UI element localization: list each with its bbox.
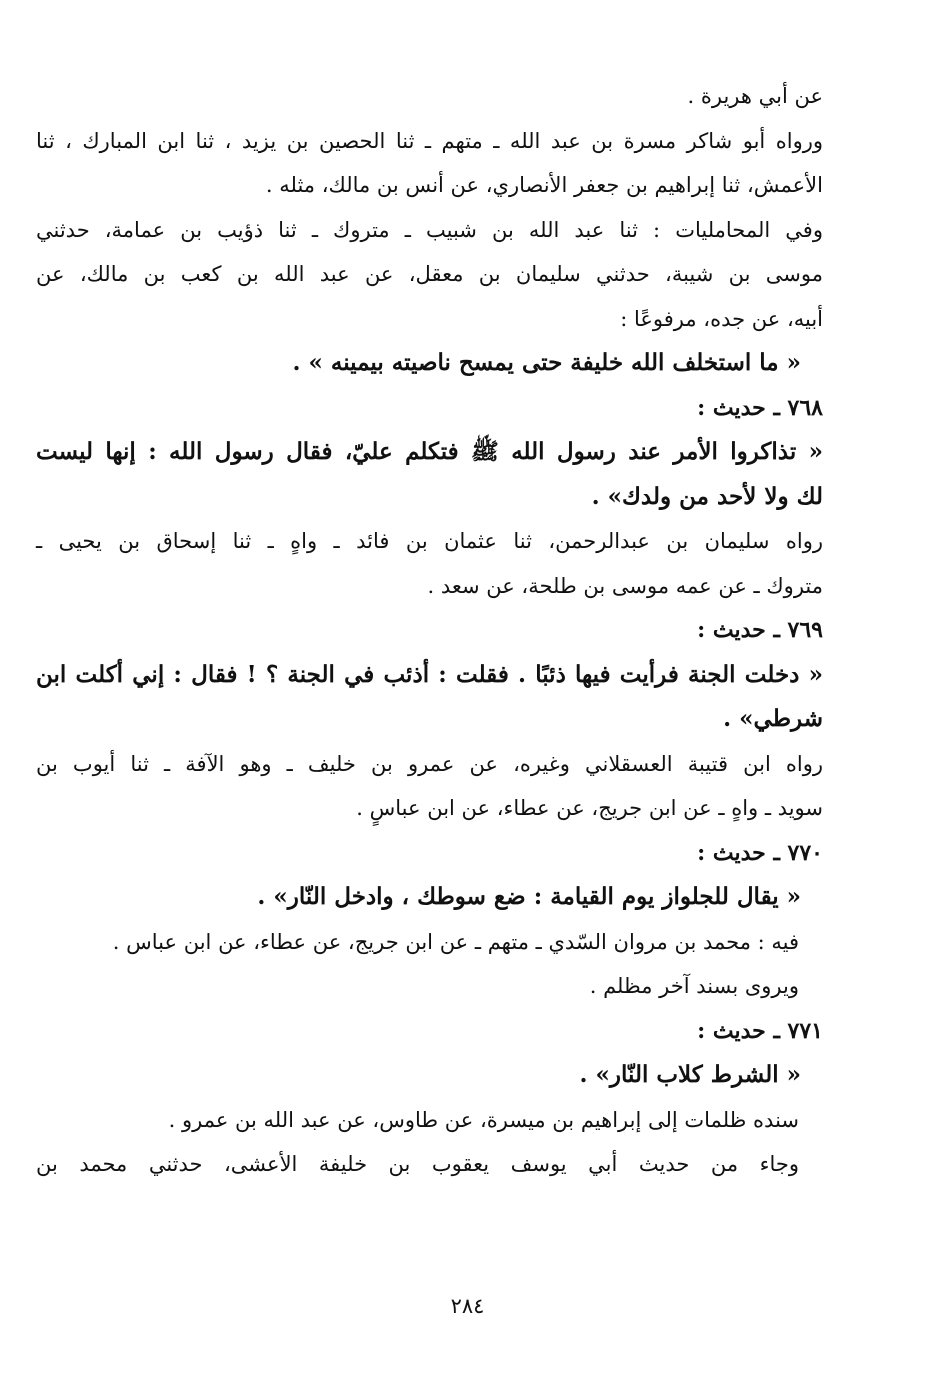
hadith-text: لك ولا لأحد من ولدك» . [591, 482, 823, 510]
text-line: الأعمش، ثنا إبراهيم بن جعفر الأنصاري، عن أنس بن مالك، مثله . [265, 173, 823, 197]
text-line: متروك ـ عن عمه موسى بن طلحة، عن سعد . [427, 573, 823, 598]
text-line: سنده ظلمات إلى إبراهيم بن ميسرة، عن طاوس، عن عبد الله بن عمرو . [168, 1107, 799, 1132]
hadith-heading-768: ٧٦٨ ـ حديث : [697, 394, 823, 421]
text-line: عن أبي هريرة . [687, 84, 823, 108]
hadith-heading-770: ٧٧٠ ـ حديث : [697, 839, 823, 866]
hadith-text: « تذاكروا الأمر عند رسول الله ﷺ فتكلم عليّ، فقال رسول الله : إنها ليست [36, 438, 823, 465]
text-line: وفي المحامليات : ثنا عبد الله بن شبيب ـ متروك ـ ثنا ذؤيب بن عمامة، حدثني [36, 217, 823, 242]
hadith-text: « الشرط كلاب النّار» . [579, 1061, 801, 1088]
hadith-heading-769: ٧٦٩ ـ حديث : [697, 617, 823, 643]
page-body [36, 74, 823, 1187]
text-line: موسى بن شيبة، حدثني سليمان بن معقل، عن عبد الله بن كعب بن مالك، عن [36, 262, 823, 286]
text-line: أبيه، عن جده، مرفوعًا : [620, 306, 823, 331]
text-line: فيه : محمد بن مروان السّدي ـ متهم ـ عن ابن جريج، عن عطاء، عن ابن عباس . [112, 929, 799, 954]
text-line: رواه سليمان بن عبدالرحمن، ثنا عثمان بن فائد ـ واهٍ ـ ثنا إسحاق بن يحيى ـ [36, 529, 823, 553]
text-line: ورواه أبو شاكر مسرة بن عبد الله ـ متهم ـ ثنا الحصين بن يزيد ، ثنا ابن المبارك ، ثنا [36, 128, 823, 153]
page-number: ٢٨٤ [450, 1294, 485, 1318]
text-line: ويروى بسند آخر مظلم . [589, 974, 799, 998]
hadith-text: « دخلت الجنة فرأيت فيها ذئبًا . فقلت : أذئب في الجنة ؟ ! فقال : إني أكلت ابن [36, 660, 823, 688]
text-line: رواه ابن قتيبة العسقلاني وغيره، عن عمرو بن خليف ـ وهو الآفة ـ ثنا أيوب بن [36, 751, 823, 776]
hadith-text: « ما استخلف الله خليفة حتى يمسح ناصيته بيمينه » . [292, 349, 801, 376]
hadith-text: شرطي» . [723, 705, 823, 732]
text-line: وجاء من حديث أبي يوسف يعقوب بن خليفة الأعشى، حدثني محمد بن [36, 1152, 799, 1176]
text-line: سويد ـ واهٍ ـ عن ابن جريج، عن عطاء، عن ابن عباسٍ . [356, 796, 823, 820]
hadith-text: « يقال للجلواز يوم القيامة : ضع سوطك ، وادخل النّار» . [257, 883, 801, 910]
hadith-heading-771: ٧٧١ ـ حديث : [697, 1017, 823, 1044]
